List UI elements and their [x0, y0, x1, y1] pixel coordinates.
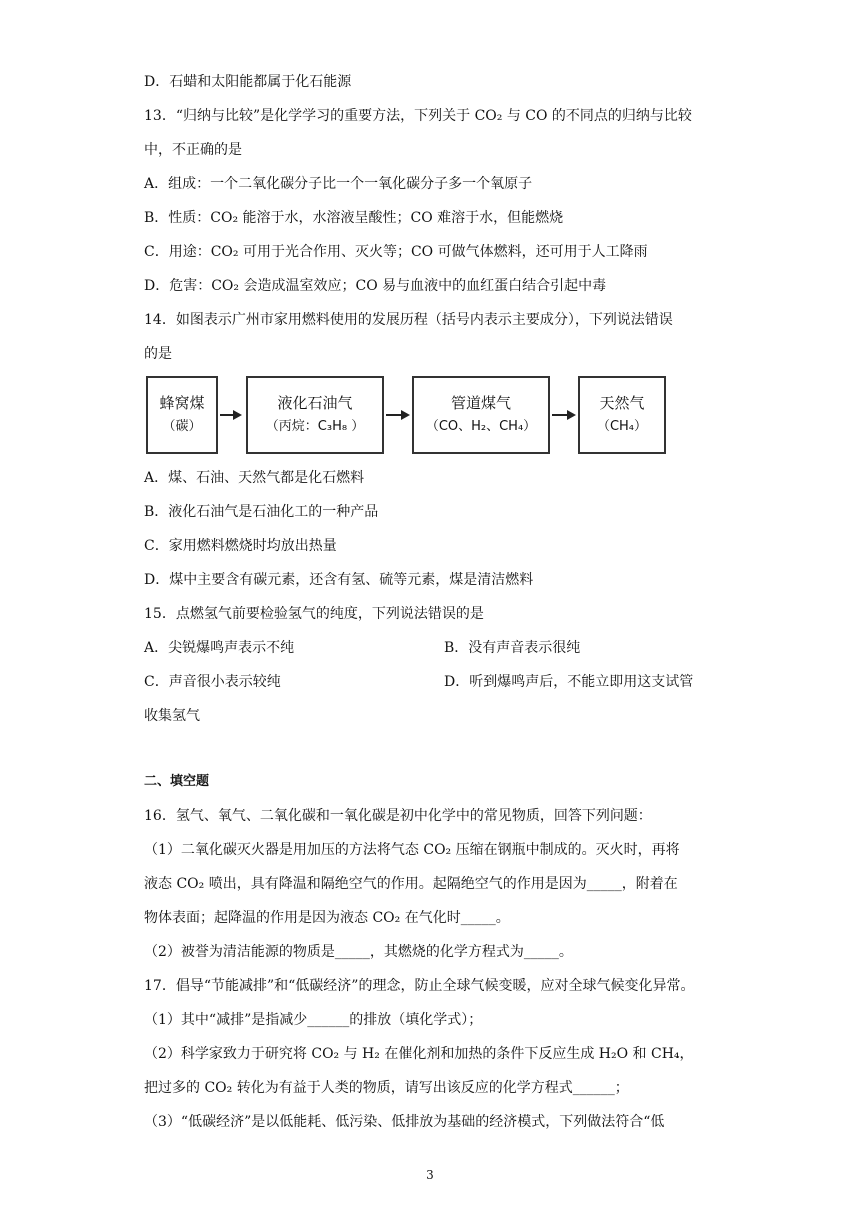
q17-stem: 17．倡导“节能减排”和“低碳经济”的理念，防止全球气候变暖，应对全球气候变化异常。	[144, 978, 695, 994]
flow-box-coal	[146, 376, 218, 454]
q13-option-b: B．性质：CO₂ 能溶于水，水溶液呈酸性；CO 难溶于水，但能燃烧	[144, 210, 564, 226]
flow-box-lpg	[246, 376, 384, 454]
q17-part-2-cont: 把过多的 CO₂ 转化为有益于人类的物质，请写出该反应的化学方程式______；	[144, 1080, 629, 1096]
q16-part-1-cont: 液态 CO₂ 喷出，具有降温和隔绝空气的作用。起隔绝空气的作用是因为_____，附着在	[144, 876, 678, 892]
q13-stem: 13．“归纳与比较”是化学学习的重要方法，下列关于 CO₂ 与 CO 的不同点的归纳与比较	[144, 108, 692, 124]
q16-part-1: （1）二氧化碳灭火器是用加压的方法将气态 CO₂ 压缩在钢瓶中制成的。灭火时，再将	[144, 842, 680, 858]
flow-box-natural-gas	[578, 376, 666, 454]
flow-arrow-icon	[386, 410, 410, 420]
flow-box-sub: （CO、H₂、CH₄）	[425, 419, 537, 434]
flow-box-title: 天然气	[599, 394, 645, 412]
flow-box-sub: （丙烷：C₃H₈ ）	[265, 419, 365, 434]
flow-box-sub: （碳）	[162, 419, 202, 434]
q14-option-b: B．液化石油气是石油化工的一种产品	[144, 504, 379, 520]
q17-part-1: （1）其中“减排”是指减少______的排放（填化学式）；	[144, 1012, 483, 1028]
flow-box-sub: （CH₄）	[596, 419, 648, 434]
fuel-history-diagram	[144, 374, 714, 456]
flow-box-town-gas	[412, 376, 550, 454]
q13-option-a: A．组成：一个二氧化碳分子比一个一氧化碳分子多一个氧原子	[144, 176, 533, 192]
q15-option-a: A．尖锐爆鸣声表示不纯	[144, 640, 295, 656]
q17-part-2: （2）科学家致力于研究将 CO₂ 与 H₂ 在催化剂和加热的条件下反应生成 H₂O 和 CH₄，	[144, 1046, 694, 1062]
flow-box-title: 蜂窝煤	[159, 394, 205, 412]
q15-stem: 15．点燃氢气前要检验氢气的纯度，下列说法错误的是	[144, 606, 484, 622]
flow-arrow-icon	[220, 410, 242, 420]
q13-option-c: C．用途：CO₂ 可用于光合作用、灭火等；CO 可做气体燃料，还可用于人工降雨	[144, 244, 648, 260]
q16-part-1-cont: 物体表面；起降温的作用是因为液态 CO₂ 在气化时_____。	[144, 910, 510, 926]
q15-option-d-cont: 收集氢气	[144, 708, 200, 724]
q15-option-b: B．没有声音表示很纯	[444, 640, 581, 656]
q12-option-d: D．石蜡和太阳能都属于化石能源	[144, 74, 352, 90]
q15-option-d: D．听到爆鸣声后，不能立即用这支试管	[444, 674, 694, 690]
page-number: 3	[426, 1168, 434, 1182]
q14-option-d: D．煤中主要含有碳元素，还含有氢、硫等元素，煤是清洁燃料	[144, 572, 534, 588]
q16-stem: 16．氢气、氧气、二氧化碳和一氧化碳是初中化学中的常见物质，回答下列问题：	[144, 808, 652, 824]
section-heading: 二、填空题	[144, 774, 210, 789]
q16-part-2: （2）被誉为清洁能源的物质是_____，其燃烧的化学方程式为_____。	[144, 944, 573, 960]
flow-box-title: 管道煤气	[450, 394, 511, 412]
q14-option-c: C．家用燃料燃烧时均放出热量	[144, 538, 337, 554]
flow-arrow-icon	[552, 410, 576, 420]
flow-box-title: 液化石油气	[277, 394, 353, 412]
q13-stem-cont: 中，不正确的是	[144, 142, 242, 158]
q14-option-a: A．煤、石油、天然气都是化石燃料	[144, 470, 365, 486]
q14-stem-cont: 的是	[144, 346, 172, 362]
q14-stem: 14．如图表示广州市家用燃料使用的发展历程（括号内表示主要成分），下列说法错误	[144, 312, 673, 328]
q17-part-3: （3）“低碳经济”是以低能耗、低污染、低排放为基础的经济模式，下列做法符合“低	[144, 1114, 665, 1130]
q15-option-c: C．声音很小表示较纯	[144, 674, 281, 690]
q13-option-d: D．危害：CO₂ 会造成温室效应；CO 易与血液中的血红蛋白结合引起中毒	[144, 278, 607, 294]
